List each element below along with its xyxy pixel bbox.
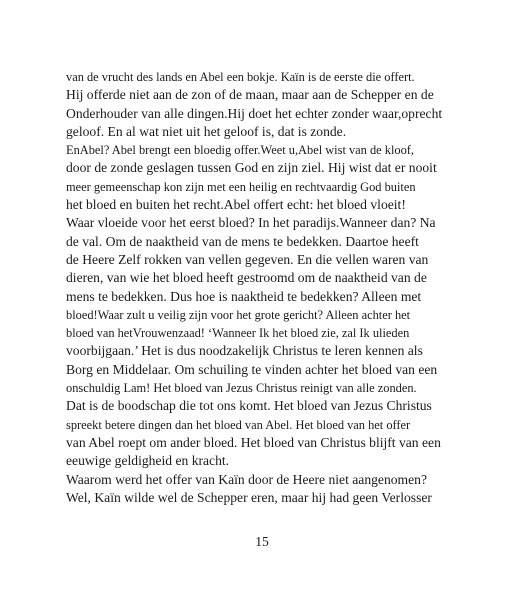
text-line: het bloed en buiten het recht.Abel offert echt: het bloed vloeit! xyxy=(66,197,406,213)
text-line: de Heere Zelf rokken van vellen gegeven. En die vellen waren van xyxy=(66,251,429,267)
text-line: Dat is de boodschap die tot ons komt. Het bloed van Jezus Christus xyxy=(66,398,432,414)
text-line: Borg en Middelaar. Om schuiling te vinden achter het bloed van een xyxy=(66,361,438,377)
text-line: door de zonde geslagen tussen God en zijn ziel. Hij wist dat er nooit xyxy=(66,160,437,176)
text-line: mens te bedekken. Dus hoe is naaktheid te bedekken? Alleen met xyxy=(66,288,422,304)
text-line: EnAbel? Abel brengt een bloedig offer.Weet u,Abel wist van de kloof, xyxy=(66,143,415,158)
text-line: meer gemeenschap kon zijn met een heilig en rechtvaardig God buiten xyxy=(66,179,416,194)
text-line: geloof. En al wat niet uit het geloof is, dat is zonde. xyxy=(66,123,347,139)
text-line: Onderhouder van alle dingen.Hij doet het echter zonder waar,oprecht xyxy=(66,105,443,121)
text-line: van de vrucht des lands en Abel een bokje. Kaïn is de eerste die offert. xyxy=(66,70,415,84)
text-line: eeuwige geldigheid en kracht. xyxy=(66,453,230,469)
text-line: bloed van hetVrouwenzaad! ‘Wanneer Ik het bloed zie, zal Ik ulieden xyxy=(66,326,410,341)
text-line: onschuldig Lam! Het bloed van Jezus Christus reinigt van alle zonden. xyxy=(66,381,417,396)
text-line: Waar vloeide voor het eerst bloed? In het paradijs.Wanneer dan? Na xyxy=(66,215,436,231)
body-text xyxy=(66,68,466,507)
text-line: Hij offerde niet aan de zon of de maan, maar aan de Schepper en de xyxy=(66,87,434,103)
text-line: spreekt betere dingen dan het bloed van Abel. Het bloed van het offer xyxy=(66,417,411,432)
text-line: de val. Om de naaktheid van de mens te bedekken. Daartoe heeft xyxy=(66,233,419,249)
text-line: Waarom werd het offer van Kaïn door de Heere niet aangenomen? xyxy=(66,471,427,487)
text-line: bloed!Waar zult u veilig zijn voor het grote gericht? Alleen achter het xyxy=(66,307,411,322)
text-line: Wel, Kaïn wilde wel de Schepper eren, maar hij had geen Verlosser xyxy=(66,489,432,505)
text-line: dieren, van wie het bloed heeft gestroomd om de naaktheid van de xyxy=(66,270,427,286)
text-line: van Abel roept om ander bloed. Het bloed van Christus blijft van een xyxy=(66,434,441,450)
page-number: 15 xyxy=(255,534,269,549)
text-line: voorbijgaan.’ Het is dus noodzakelijk Christus te leren kennen als xyxy=(66,343,423,359)
